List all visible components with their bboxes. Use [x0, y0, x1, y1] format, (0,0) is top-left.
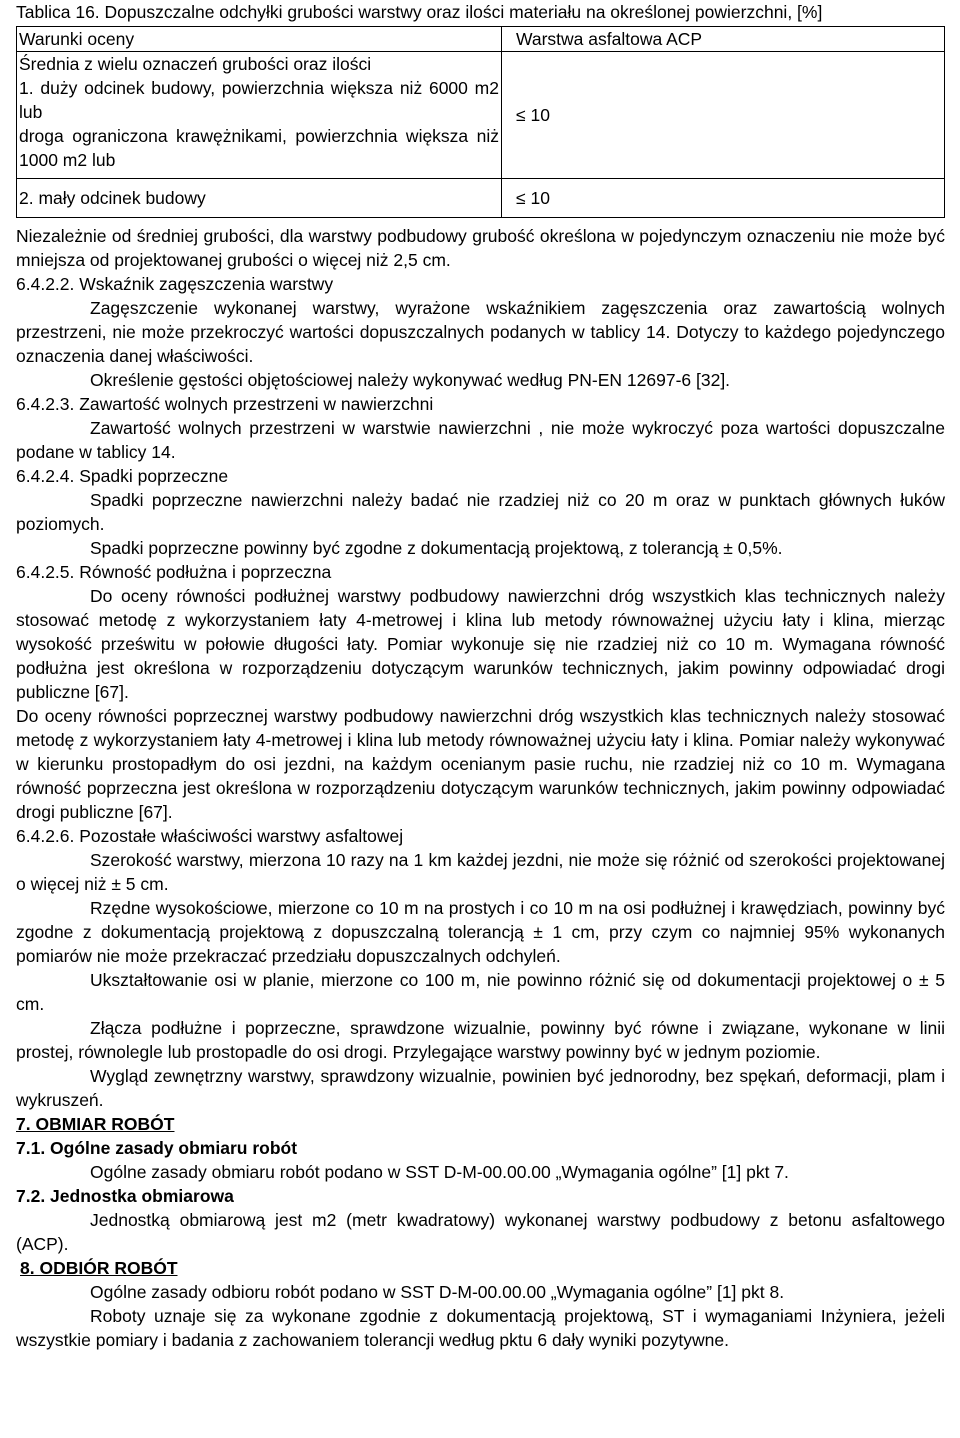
row2-label: 2. mały odcinek budowy [17, 179, 502, 218]
paragraph: Niezależnie od średniej grubości, dla warstwy podbudowy grubość określona w pojedynczym oznaczeniu nie może być mniejsza od projektowanej grubości o więcej niż 2,5 cm. [16, 226, 945, 270]
paragraph: Wygląd zewnętrzny warstwy, sprawdzony wizualnie, powinien być jednorodny, bez spękań, deformacji, plam i wykruszeń. [16, 1066, 945, 1110]
paragraph: Roboty uznaje się za wykonane zgodnie z dokumentacją projektową, ST i wymaganiami Inżyniera, jeżeli wszystkie pomiary i badania z zachowaniem tolerancji według pktu 6 dały wyniki pozytywne. [16, 1306, 945, 1350]
section-heading-6423: 6.4.2.3. Zawartość wolnych przestrzeni w nawierzchni [16, 394, 434, 414]
header-left: Warunki oceny [17, 27, 502, 52]
section-heading-72: 7.2. Jednostka obmiarowa [16, 1186, 234, 1206]
paragraph: Spadki poprzeczne powinny być zgodne z dokumentacją projektową, z tolerancją ± 0,5%. [90, 538, 783, 558]
header-right: Warstwa asfaltowa ACP [502, 27, 945, 52]
paragraph: Zawartość wolnych przestrzeni w warstwie nawierzchni , nie może wykroczyć poza wartości dopuszczalne podane w tablicy 14. [16, 418, 945, 462]
tolerance-table [16, 26, 945, 218]
section-heading-71: 7.1. Ogólne zasady obmiaru robót [16, 1138, 298, 1158]
paragraph: Ukształtowanie osi w planie, mierzone co 100 m, nie powinno różnić się od dokumentacji projektowej o ± 5 cm. [16, 970, 945, 1014]
section-heading-6426: 6.4.2.6. Pozostałe właściwości warstwy asfaltowej [16, 826, 404, 846]
row2-value: ≤ 10 [502, 179, 945, 218]
paragraph-part: ± 1 cm, przy czym co najmniej 95% wykonanych pomiarów nie może przekraczać przedziału dopuszczalnych odchyleń. [16, 922, 945, 966]
paragraph: Zagęszczenie wykonanej warstwy, wyrażone wskaźnikiem zagęszczenia oraz zawartością wolnych przestrzeni, nie może przekroczyć wartości dopuszczalnych podanych w tablicy 14. Dotyczy to każdego pojedynczego oznaczenia danej właściwości. [16, 298, 945, 366]
row1-line: droga ograniczona krawężnikami, powierzchnia większa niż 1000 m2 lub [19, 126, 499, 170]
paragraph: Spadki poprzeczne nawierzchni należy badać nie rzadziej niż co 20 m oraz w punktach głównych łuków poziomych. [16, 490, 945, 534]
paragraph-part: Rzędne wysokościowe, mierzone co 10 m na prostych i co 10 m na osi podłużnej i krawędziach, powinny być zgodne z dokumentacją projektową z dopuszczalną tolerancją [16, 898, 945, 942]
paragraph: Szerokość warstwy, mierzona 10 razy na 1 km każdej jezdni, nie może się różnić od szerokości projektowanej o więcej niż ± 5 cm. [16, 850, 945, 894]
table-header-row [17, 27, 945, 52]
paragraph: Jednostką obmiarową jest m2 (metr kwadratowy) wykonanej warstwy podbudowy z betonu asfaltowego (ACP). [16, 1210, 945, 1254]
section-heading-8: 8. ODBIÓR ROBÓT [20, 1258, 178, 1278]
section-heading-6425: 6.4.2.5. Równość podłużna i poprzeczna [16, 562, 332, 582]
row1-value: ≤ 10 [502, 52, 945, 179]
section-heading-6424: 6.4.2.4. Spadki poprzeczne [16, 466, 229, 486]
paragraph [16, 896, 945, 968]
paragraph: Ogólne zasady odbioru robót podano w SST D-M-00.00.00 „Wymagania ogólne” [1] pkt 8. [90, 1282, 785, 1302]
table-caption: Tablica 16. Dopuszczalne odchyłki grubości warstwy oraz ilości materiału na określonej powierzchni, [%] [16, 2, 823, 22]
paragraph: Złącza podłużne i poprzeczne, sprawdzone wizualnie, powinny być równe i związane, wykonane w linii prostej, równolegle lub prostopadle do osi drogi. Przylegające warstwy powinny być w jednym poziomie. [16, 1018, 945, 1062]
section-heading-7: 7. OBMIAR ROBÓT [16, 1114, 175, 1134]
paragraph: Do oceny równości poprzecznej warstwy podbudowy nawierzchni dróg wszystkich klas technicznych należy stosować metodę z wykorzystaniem łaty 4-metrowej i klina lub metody równoważnej użyciu łaty i klina. Pomiar należy wykonywać w kierunku prostopadłym do osi jezdni, na każdym ocenianym pasie ruchu, nie rzadziej niż co 10 m. Wymagana równość poprzeczna jest określona w rozporządzeniu dotyczącym warunków technicznych, jakim powinny odpowiadać drogi publiczne [67]. [16, 706, 945, 822]
table-row [17, 179, 945, 218]
table-row [17, 52, 945, 179]
paragraph: Do oceny równości podłużnej warstwy podbudowy nawierzchni dróg wszystkich klas technicznych należy stosować metodę z wykorzystaniem łaty 4-metrowej i klina lub metody równoważnej użyciu łaty i klina, mierząc wysokość prześwitu w połowie długości łaty. Pomiar wykonuje się nie rzadziej niż co 10 m. Wymagana równość podłużna jest określona w rozporządzeniu dotyczącym warunków technicznych, jakim powinny odpowiadać drogi publiczne [67]. [16, 586, 945, 702]
row1-line: 1. duży odcinek budowy, powierzchnia większa niż 6000 m2 lub [19, 78, 499, 122]
row1-conditions [17, 52, 502, 179]
row1-line: Średnia z wielu oznaczeń grubości oraz ilości [19, 54, 372, 74]
paragraph: Określenie gęstości objętościowej należy wykonywać według PN-EN 12697-6 [32]. [90, 370, 731, 390]
paragraph: Ogólne zasady obmiaru robót podano w SST D-M-00.00.00 „Wymagania ogólne” [1] pkt 7. [90, 1162, 789, 1182]
section-heading-6422: 6.4.2.2. Wskaźnik zagęszczenia warstwy [16, 274, 334, 294]
